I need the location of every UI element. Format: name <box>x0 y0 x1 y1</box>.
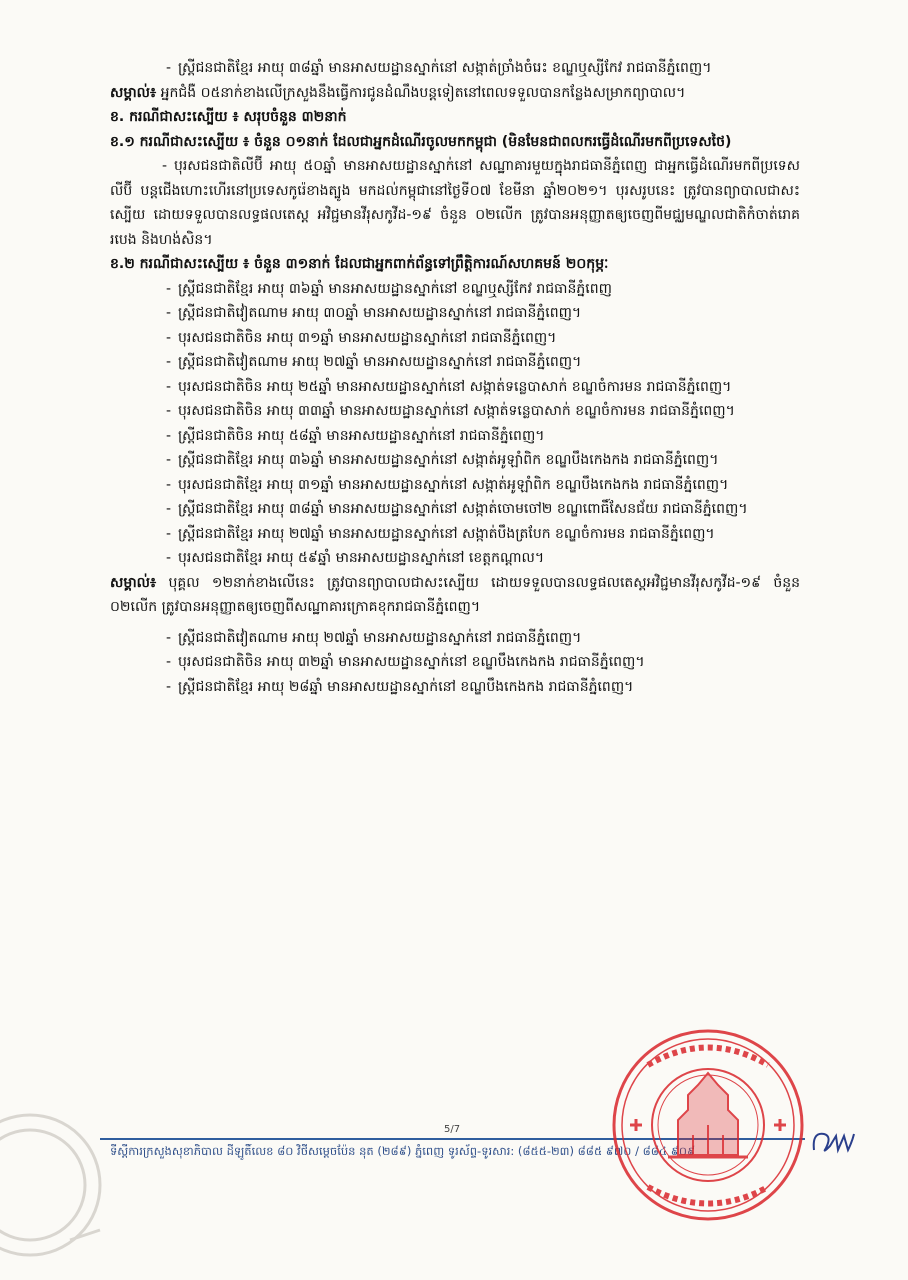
list-item-text: បុរសជនជាតិខ្មែរ អាយុ ៥៩ឆ្នាំ មានអាសយដ្ឋានស្នាក់នៅ ខេត្តកណ្ដាល។ <box>178 550 545 566</box>
list-item-text: ស្ត្រីជនជាតិវៀតណាម អាយុ ២៧ឆ្នាំ មានអាសយដ្ឋានស្នាក់នៅ រាជធានីភ្នំពេញ។ <box>178 354 582 370</box>
list-item-text: ស្ត្រីជនជាតិចិន អាយុ ៥៨ឆ្នាំ មានអាសយដ្ឋានស្នាក់នៅ រាជធានីភ្នំពេញ។ <box>178 427 545 444</box>
section-heading: ខ. ករណីជាសះស្បើយ ៖ សរុបចំនួន ៣២នាក់ <box>110 109 347 125</box>
final-case-list <box>110 626 800 700</box>
signature-icon <box>808 1122 858 1162</box>
body-paragraph: - បុរសជនជាតិលីប៊ី អាយុ ៥០ឆ្នាំ មានអាសយដ្ឋានស្នាក់នៅ សណ្ឋាគារមួយក្នុងរាជធានីភ្នំពេញ ជាអ្នកធ្វើដំណើរមកពីប្រទេសលីប៊ី បន្តជើងហោះហើរនៅប្រទេសកូរ៉េខាងត្បូង មកដល់កម្ពុជានៅថ្ងៃទី០៧ ខែមីនា ឆ្នាំ២០២១។ បុរសរូបនេះ ត្រូវបានព្យាបាលជាសះស្បើយ ដោយទទួលបានលទ្ធផលតេស្ត អវិជ្ជមានវីរុសកូវីដ-១៩ ចំនួន ០២លើក ត្រូវបានអនុញ្ញាតឲ្យចេញពីមជ្ឈមណ្ឌលជាតិកំចាត់រោគរបេង និងហង់សិន។ <box>110 158 800 248</box>
list-item-text: ស្ត្រីជនជាតិខ្មែរ អាយុ ២៧ឆ្នាំ មានអាសយដ្ឋានស្នាក់នៅ សង្កាត់បឹងត្របែក ខណ្ឌចំការមន រាជធានីភ្នំពេញ។ <box>178 525 715 542</box>
list-item-text: បុរសជនជាតិចិន អាយុ ៣២ឆ្នាំ មានអាសយដ្ឋានស្នាក់នៅ ខណ្ឌបឹងកេងកង រាជធានីភ្នំពេញ។ <box>178 654 645 670</box>
note-text: បុគ្គល ១២នាក់ខាងលើនេះ ត្រូវបានព្យាបាលជាសះស្បើយ ដោយទទួលបានលទ្ធផលតេស្តអវិជ្ជមានវីរុសកូវីដ-១៩ ចំនួន ០២លើក ត្រូវបានអនុញ្ញាតឲ្យចេញពីសណ្ឋាគារក្រោគខុករាជធានីភ្នំពេញ។ <box>110 574 800 615</box>
official-seal-icon <box>608 1025 808 1225</box>
list-item: - បុរសជនជាតិចិន អាយុ ៣១ឆ្នាំ មានអាសយដ្ឋានស្នាក់នៅ រាជធានីភ្នំពេញ។ <box>166 329 557 346</box>
footer-address: ទីស្ដីការក្រសួងសុខាភិបាល ដីឡូតិ៍លេខ ៨០ វិថីសម្ដេចប៉ែន នុត (២៨៩) ភ្នំពេញ ទូរស័ព្ទ-ទូរសារ: (៨៥៥-២៣) ៨៨៥ ៩៧០ / ៨៨៤ ៩០៩ <box>110 1144 696 1158</box>
note-label: សម្គាល់៖ <box>110 574 157 591</box>
list-item: - ស្ត្រីជនជាតិខ្មែរ អាយុ ៣៨ឆ្នាំ មានអាសយដ្ឋានស្នាក់នៅ សង្កាត់ច្រាំងចំរេះ ខណ្ឌឬស្សីកែវ រាជធានីភ្នំពេញ។ <box>166 60 712 76</box>
list-item: - ស្ត្រីជនជាតិខ្មែរ អាយុ ២៧ឆ្នាំ មានអាសយដ្ឋានស្នាក់នៅ សង្កាត់បឹងត្របែក ខណ្ឌចំការមន រាជធានីភ្នំពេញ។ <box>166 525 715 542</box>
list-item-text: ស្ត្រីជនជាតិខ្មែរ អាយុ ៣៦ឆ្នាំ មានអាសយដ្ឋានស្នាក់នៅ សង្កាត់អូឡាំពិក ខណ្ឌបឹងកេងកង រាជធានីភ្នំពេញ។ <box>178 452 719 468</box>
list-item: - បុរសជនជាតិចិន អាយុ ២៥ឆ្នាំ មានអាសយដ្ឋានស្នាក់នៅ សង្កាត់ទន្លេបាសាក់ ខណ្ឌចំការមន រាជធានីភ្នំពេញ។ <box>166 378 732 395</box>
subsection-heading: ខ.២ ករណីជាសះស្បើយ ៖ ចំនួន ៣១នាក់ ដែលជាអ្នកពាក់ព័ន្ធទៅព្រឹត្តិការណ៍សហគមន៍ ២០កុម្ភៈ <box>110 256 609 272</box>
list-item-text: បុរសជនជាតិចិន អាយុ ៣១ឆ្នាំ មានអាសយដ្ឋានស្នាក់នៅ រាជធានីភ្នំពេញ។ <box>178 329 557 346</box>
list-item-text: ស្ត្រីជនជាតិខ្មែរ អាយុ ៣៦ឆ្នាំ មានអាសយដ្ឋានស្នាក់នៅ ខណ្ឌឬស្សីកែវ រាជធានីភ្នំពេញ <box>178 280 612 297</box>
note-paragraph <box>110 81 800 106</box>
list-item-text: បុរសជនជាតិខ្មែរ អាយុ ៣១ឆ្នាំ មានអាសយដ្ឋានស្នាក់នៅ សង្កាត់អូឡាំពិក ខណ្ឌបឹងកេងកង រាជធានីភ្នំពេញ។ <box>178 476 729 493</box>
list-item: - ស្ត្រីជនជាតិចិន អាយុ ៥៨ឆ្នាំ មានអាសយដ្ឋានស្នាក់នៅ រាជធានីភ្នំពេញ។ <box>166 427 545 444</box>
case-list <box>110 277 800 571</box>
page-number: 5/7 <box>444 1124 461 1135</box>
list-item: - ស្ត្រីជនជាតិវៀតណាម អាយុ ២៧ឆ្នាំ មានអាសយដ្ឋានស្នាក់នៅ រាជធានីភ្នំពេញ។ <box>166 354 582 370</box>
list-item-text: ស្ត្រីជនជាតិវៀតណាម អាយុ ២៧ឆ្នាំ មានអាសយដ្ឋានស្នាក់នៅ រាជធានីភ្នំពេញ។ <box>178 629 582 646</box>
list-item-text: បុរសជនជាតិចិន អាយុ ២៥ឆ្នាំ មានអាសយដ្ឋានស្នាក់នៅ សង្កាត់ទន្លេបាសាក់ ខណ្ឌចំការមន រាជធានីភ្នំពេញ។ <box>178 378 732 395</box>
list-item-text: បុរសជនជាតិចិន អាយុ ៣៣ឆ្នាំ មានអាសយដ្ឋានស្នាក់នៅ សង្កាត់ទន្លេបាសាក់ ខណ្ឌចំការមន រាជធានីភ្នំពេញ។ <box>178 403 735 419</box>
list-item: - បុរសជនជាតិចិន អាយុ ៣២ឆ្នាំ មានអាសយដ្ឋានស្នាក់នៅ ខណ្ឌបឹងកេងកង រាជធានីភ្នំពេញ។ <box>166 654 645 670</box>
note-text: អ្នកជំងឺ ០៥នាក់ខាងលើក្រសួងនឹងធ្វើការជូនដំណឹងបន្តទៀតនៅពេលទទួលបានកន្លែងសម្រាកព្យាបាល។ <box>156 84 686 101</box>
list-item: - ស្ត្រីជនជាតិខ្មែរ អាយុ ២៨ឆ្នាំ មានអាសយដ្ឋានស្នាក់នៅ ខណ្ឌបឹងកេងកង រាជធានីភ្នំពេញ។ <box>166 678 634 695</box>
list-item: - ស្ត្រីជនជាតិវៀតណាម អាយុ ៣០ឆ្នាំ មានអាសយដ្ឋានស្នាក់នៅ រាជធានីភ្នំពេញ។ <box>166 305 582 321</box>
list-item: - ស្ត្រីជនជាតិខ្មែរ អាយុ ៣៦ឆ្នាំ មានអាសយដ្ឋានស្នាក់នៅ ខណ្ឌឬស្សីកែវ រាជធានីភ្នំពេញ <box>166 280 612 297</box>
list-item-text: ស្ត្រីជនជាតិខ្មែរ អាយុ ៣៨ឆ្នាំ មានអាសយដ្ឋានស្នាក់នៅ សង្កាត់ចោមចៅ២ ខណ្ឌពោធិ៍សែនជ័យ រាជធានីភ្នំពេញ។ <box>178 501 748 517</box>
note-label: សម្គាល់៖ <box>110 84 157 101</box>
subsection-heading: ខ.១ ករណីជាសះស្បើយ ៖ ចំនួន ០១នាក់ ដែលជាអ្នកដំណើរចូលមកកម្ពុជា (មិនមែនជាពលករធ្វើដំណើរមកពីប្រទេសថៃ) <box>110 133 732 150</box>
faint-seal-icon <box>0 1110 110 1260</box>
list-item: - ស្ត្រីជនជាតិវៀតណាម អាយុ ២៧ឆ្នាំ មានអាសយដ្ឋានស្នាក់នៅ រាជធានីភ្នំពេញ។ <box>166 629 582 646</box>
list-item: - បុរសជនជាតិខ្មែរ អាយុ ៥៩ឆ្នាំ មានអាសយដ្ឋានស្នាក់នៅ ខេត្តកណ្ដាល។ <box>166 550 545 566</box>
list-item-text: ស្ត្រីជនជាតិវៀតណាម អាយុ ៣០ឆ្នាំ មានអាសយដ្ឋានស្នាក់នៅ រាជធានីភ្នំពេញ។ <box>178 305 582 321</box>
list-item: - បុរសជនជាតិខ្មែរ អាយុ ៣១ឆ្នាំ មានអាសយដ្ឋានស្នាក់នៅ សង្កាត់អូឡាំពិក ខណ្ឌបឹងកេងកង រាជធានីភ្នំពេញ។ <box>166 476 729 493</box>
list-item-text: ស្ត្រីជនជាតិខ្មែរ អាយុ ២៨ឆ្នាំ មានអាសយដ្ឋានស្នាក់នៅ ខណ្ឌបឹងកេងកង រាជធានីភ្នំពេញ។ <box>178 678 634 695</box>
intro-item-text: ស្ត្រីជនជាតិខ្មែរ អាយុ ៣៨ឆ្នាំ មានអាសយដ្ឋានស្នាក់នៅ សង្កាត់ច្រាំងចំរេះ ខណ្ឌឬស្សីកែវ រាជធានីភ្នំពេញ។ <box>178 60 712 76</box>
list-item: - ស្ត្រីជនជាតិខ្មែរ អាយុ ៣៦ឆ្នាំ មានអាសយដ្ឋានស្នាក់នៅ សង្កាត់អូឡាំពិក ខណ្ឌបឹងកេងកង រាជធានីភ្នំពេញ។ <box>166 452 719 468</box>
list-item: - បុរសជនជាតិចិន អាយុ ៣៣ឆ្នាំ មានអាសយដ្ឋានស្នាក់នៅ សង្កាត់ទន្លេបាសាក់ ខណ្ឌចំការមន រាជធានីភ្នំពេញ។ <box>166 403 735 419</box>
document-body <box>110 56 800 699</box>
note-paragraph <box>110 571 800 620</box>
list-item: - ស្ត្រីជនជាតិខ្មែរ អាយុ ៣៨ឆ្នាំ មានអាសយដ្ឋានស្នាក់នៅ សង្កាត់ចោមចៅ២ ខណ្ឌពោធិ៍សែនជ័យ រាជធានីភ្នំពេញ។ <box>166 501 748 517</box>
